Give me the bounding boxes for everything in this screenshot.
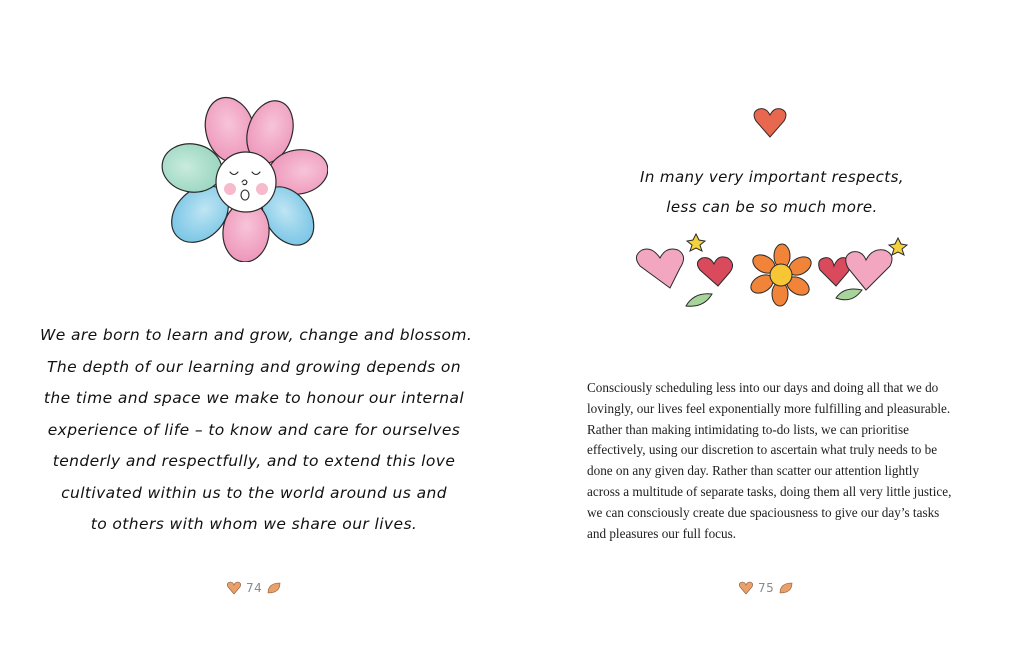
heart-icon (738, 581, 754, 595)
heart-shape (697, 257, 732, 286)
body-line: we can consciously create due spaciousness to give our day’s tasks (587, 504, 940, 520)
quote-line: The depth of our learning and growing depends on (47, 357, 461, 376)
heart-icon (751, 106, 789, 140)
body-line: Rather than making intimidating to-do lists, we can prioritise (587, 421, 909, 437)
page-number: 75 (758, 581, 775, 595)
flower-face (216, 152, 276, 212)
quote-line: the time and space we make to honour our internal (43, 389, 465, 407)
quote-line: We are born to learn and grow, change and blossom. (40, 326, 473, 344)
heart-icon (226, 581, 242, 595)
body-line: done on any given day. Rather than scatter our attention lightly (587, 463, 920, 479)
page-number: 74 (246, 581, 263, 595)
heart-shape (636, 249, 683, 288)
star-icon (889, 238, 907, 255)
body-line: across a multitude of separate tasks, doing them all very little justice, (587, 483, 952, 499)
leaf-shape (836, 289, 862, 300)
quote-line: experience of life – to know and care for ourselves (47, 420, 461, 439)
right-quote (612, 162, 932, 222)
hearts-and-flower-illustration (630, 228, 910, 314)
left-quote (40, 320, 473, 541)
body-text (587, 378, 967, 544)
page-number-left (226, 578, 282, 598)
smiling-flower-illustration (158, 92, 328, 262)
page-number-right (738, 578, 794, 598)
leaf-shape (686, 294, 712, 307)
body-line: Consciously scheduling less into our days and doing all that we do (587, 380, 939, 395)
body-line: and pleasures our full focus. (587, 525, 737, 541)
orange-flower (748, 244, 815, 306)
body-line: lovingly, our lives feel exponentially more fulfilling and pleasurable. (587, 400, 951, 416)
right-page (512, 0, 1024, 648)
heart-shape (846, 250, 892, 290)
quote-line: less can be so much more. (666, 198, 878, 216)
leaf-icon (266, 581, 282, 595)
quote-line: cultivated within us to the world around us and (61, 483, 447, 502)
leaf-icon (778, 581, 794, 595)
quote-line: In many very important respects, (640, 168, 904, 186)
quote-line: tenderly and respectfully, and to extend this love (52, 452, 456, 470)
quote-line: to others with whom we share our lives. (90, 515, 418, 533)
body-line: effectively, using our discretion to ascertain what truly needs to be (587, 442, 938, 458)
star-icon (687, 234, 705, 251)
